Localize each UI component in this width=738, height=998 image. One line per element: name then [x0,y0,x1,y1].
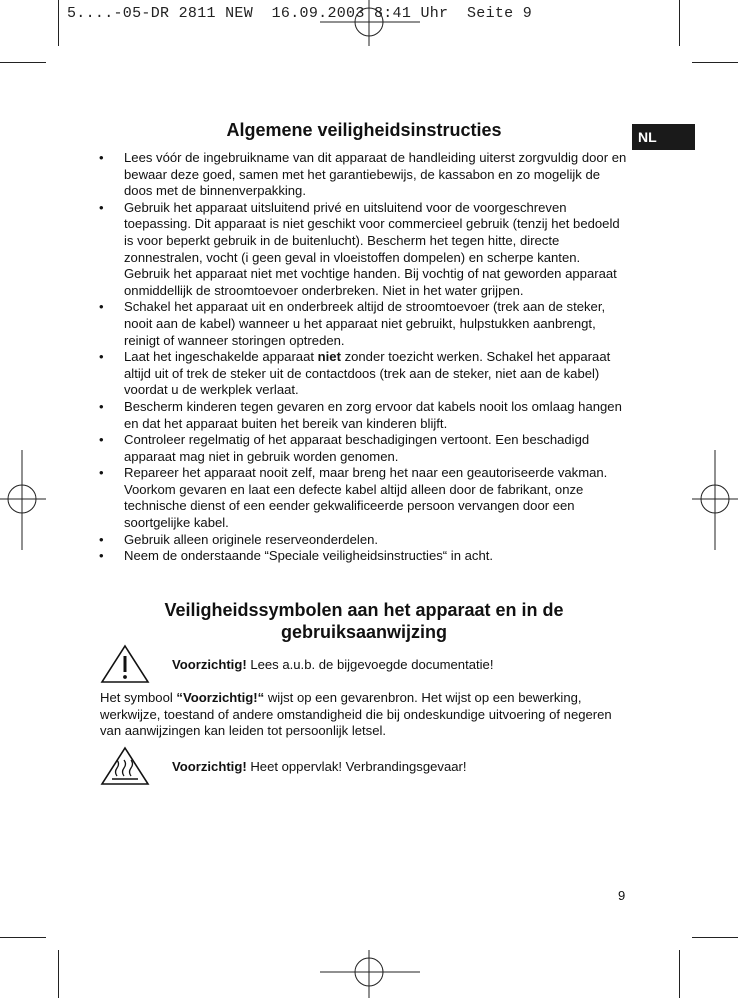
caution-triangle-icon [100,644,150,684]
list-item-emphasis: niet [317,349,341,365]
crop-mark [692,62,738,63]
crop-mark [692,937,738,938]
print-header: 5....-05-DR 2811 NEW 16.09.2003 8:41 Uhr Seite 9 [67,5,533,22]
language-tab: NL [632,124,695,150]
warning-text [172,759,467,774]
warning-label: Voorzichtig! [172,657,247,672]
registration-mark-top [320,0,420,46]
list-item-text: Laat het ingeschakelde apparaat [124,349,318,365]
warning-message: Lees a.u.b. de bijgevoegde documentatie! [246,657,494,672]
list-item: • Gebruik het apparaat uitsluitend privé en uitsluitend voor de voorgeschreven toepassing. Dit apparaat is niet geschikt voor commercieel gebruik (tenzij het bedoeld is voor beperkt gebruik in de buitenlucht). Bescherm het tegen hitte, directe zonnestralen, vocht (i geen geval in vloeistoffen dompelen) en scherpe kanten. Gebruik het apparaat niet met vochtige handen. Bij vochtig of nat geworden apparaat onmiddellijk de stroomtoevoer onderbreken. Niet in het water grijpen. [97,200,627,300]
page-number: 9 [618,888,626,903]
list-item: • Controleer regelmatig of het apparaat beschadigingen vertoont. Een beschadigd apparaat mag niet in gebruik worden genomen. [97,432,627,465]
list-item [97,349,627,399]
registration-mark-left [0,450,46,550]
section-title-general-safety: Algemene veiligheidsinstructies [226,120,502,140]
list-item: • Bescherm kinderen tegen gevaren en zorg ervoor dat kabels nooit los omlaag hangen en dat het apparaat buiten het bereik van kinderen blijft. [97,399,627,432]
list-item: • Gebruik alleen originele reserveonderdelen. [97,532,627,549]
warning-text [172,657,493,672]
list-item: • Repareer het apparaat nooit zelf, maar breng het naar een geautoriseerde vakman. Voorkom gevaren en laat een defecte kabel altijd alleen door de fabrikant, onze technische dienst of een eender gekwalificeerde persoon vervangen door een soortgelijke kabel. [97,465,627,531]
registration-mark-right [692,450,738,550]
safety-bullet-list [97,150,627,565]
registration-mark-bottom [320,950,420,998]
warning-row-documentation [100,644,628,684]
section-title-safety-symbols [100,599,628,643]
list-item: • Lees vóór de ingebruikname van dit apparaat de handleiding uiterst zorgvuldig door en bewaar deze goed, samen met het garantiebewijs, de kassabon en zo mogelijk de doos met de binnenverpakking. [97,150,627,200]
crop-mark [0,62,46,63]
hot-surface-icon [100,746,150,786]
crop-mark [58,0,59,46]
crop-mark [679,950,680,998]
warning-message: Heet oppervlak! Verbrandingsgevaar! [246,759,467,774]
paragraph-emphasis: “Voorzichtig!“ [176,690,265,705]
crop-mark [679,0,680,46]
paragraph-text: Het symbool [100,690,177,705]
warning-row-hot-surface [100,746,628,786]
list-item: • Neem de onderstaande “Speciale veiligheidsinstructies“ in acht. [97,548,627,565]
section-title-line: Veiligheidssymbolen aan het apparaat en in de [164,600,564,620]
warning-label: Voorzichtig! [172,759,247,774]
list-item-text: zonder toezicht werken. Schakel het apparaat altijd uit of trek de steker uit de contactdoos (trek aan de steker, niet aan de kabel) voordat u de werkplek verlaat. [124,349,611,398]
crop-mark [58,950,59,998]
list-item: • Schakel het apparaat uit en onderbreek altijd de stroomtoevoer (trek aan de steker, nooit aan de kabel) wanneer u het apparaat niet gebruikt, hulpstukken aanbrengt, reinigt of wanneer storingen optreden. [97,299,627,349]
paragraph-text: wijst op een gevarenbron. Het wijst op een bewerking, werkwijze, toestand of andere omstandigheid die bij ondeskundige uitvoering of negeren van aanwijzingen kan leiden tot persoonlijk letsel. [100,690,612,739]
section-title-line: gebruiksaanwijzing [280,622,448,642]
crop-mark [0,937,46,938]
caution-explanation-paragraph [100,690,628,740]
